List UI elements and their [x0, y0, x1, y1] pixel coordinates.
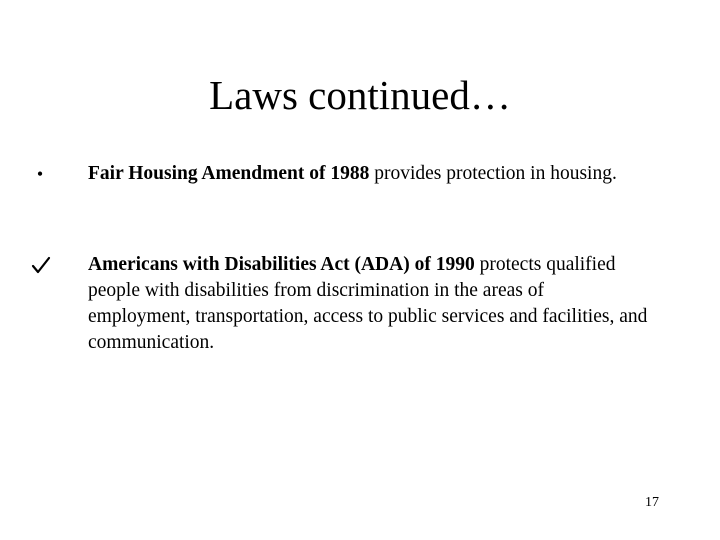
page-number: 17 — [645, 495, 659, 510]
law-description: protects qualified people with disabilities from discrimination in the areas of employment, transportation, access to public services and facilities, and communication. — [88, 254, 648, 353]
law-name: Fair Housing Amendment of 1988 — [88, 163, 370, 184]
bullet-dot-icon: • — [36, 164, 44, 184]
bullet-item-ada — [88, 252, 648, 356]
law-name: Americans with Disabilities Act (ADA) of 1990 — [88, 254, 475, 275]
checkmark-icon — [30, 254, 52, 276]
law-description: provides protection in housing. — [369, 163, 617, 184]
bullet-item-fair-housing — [36, 161, 648, 187]
slide-title: Laws continued… — [209, 72, 511, 118]
